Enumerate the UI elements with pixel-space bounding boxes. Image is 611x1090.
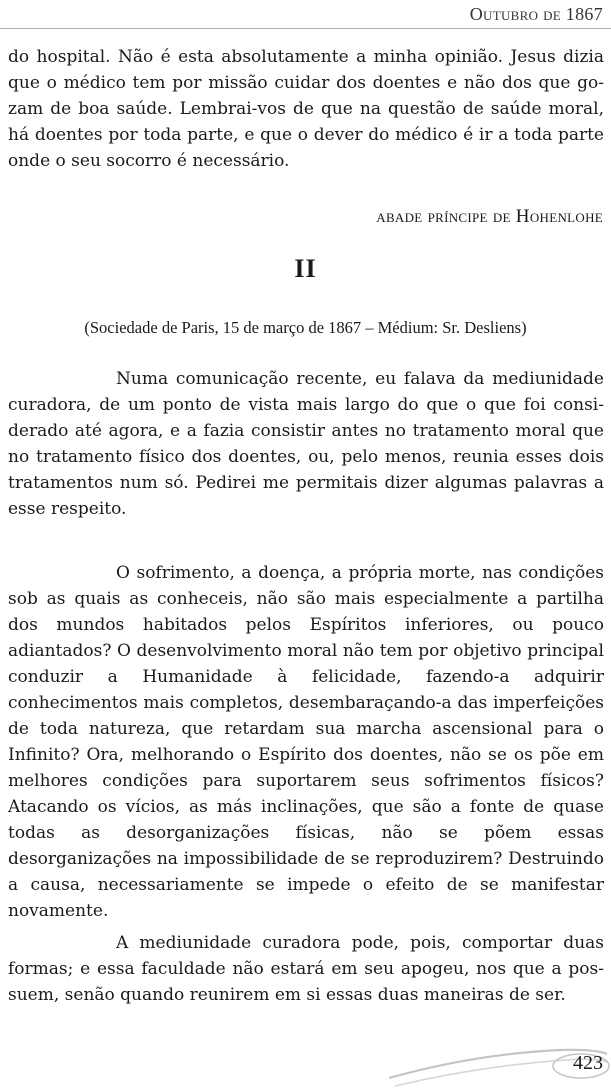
section-number: II [294, 254, 317, 283]
header-rule [0, 28, 611, 29]
paragraph-4: A mediunidade curadora pode, pois, comportar duas formas; e essa faculdade não estará em seu apogeu, nos que a possuem, senão quando reunirem em si essas duas maneiras de ser. [8, 933, 604, 1005]
source-line: (Sociedade de Paris, 15 de março de 1867 – Médium: Sr. Desliens) [84, 318, 527, 337]
paragraph-2: Numa comunicação recente, eu falava da mediunidade curadora, de um ponto de vista mais largo do que o que foi considerado até agora, e a fazia consistir antes no tratamento moral que no tratamento físico dos doentes, ou, pelo menos, reunia esses dois tratamentos num só. Pedirei me permitais dizer algumas palavras a esse respeito. [8, 369, 604, 519]
paragraph-1: do hospital. Não é esta absolutamente a minha opinião. Jesus dizia que o médico tem por missão cuidar dos doentes e não dos que gozam de boa saúde. Lembrai-vos de que na questão de saúde moral, há doentes por toda parte, e que o dever do médico é ir a toda parte onde o seu socorro é necessário. [8, 47, 604, 171]
paragraph-3: O sofrimento, a doença, a própria morte, nas condições sob as quais as conheceis, não são mais especialmente a partilha dos mundos habitados pelos Espíritos inferiores, ou pouco adiantados? O desenvolvimento moral não tem por objetivo principal conduzir a Humanidade à felicidade, fazendo-a adquirir conhecimentos mais completos, desembaraçando-a das imperfeições de toda natureza, que retardam sua marcha ascensional para o Infinito? Ora, melhorando o Espírito dos doentes, não se os põe em melhores condições para suportarem seus sofrimentos físicos? Atacando os vícios, as más inclinações, que são a fonte de quase todas as desorganizações físicas, não se põem essas desorganizações na impossibilidade de se reproduzirem? Destruindo a causa, necessariamente se impede o efeito de se manifestar novamente. [8, 563, 604, 921]
page-number: 423 [573, 1052, 603, 1074]
running-head: Outubro de 1867 [469, 4, 603, 24]
signature: abade príncipe de Hohenlohe [376, 206, 603, 227]
